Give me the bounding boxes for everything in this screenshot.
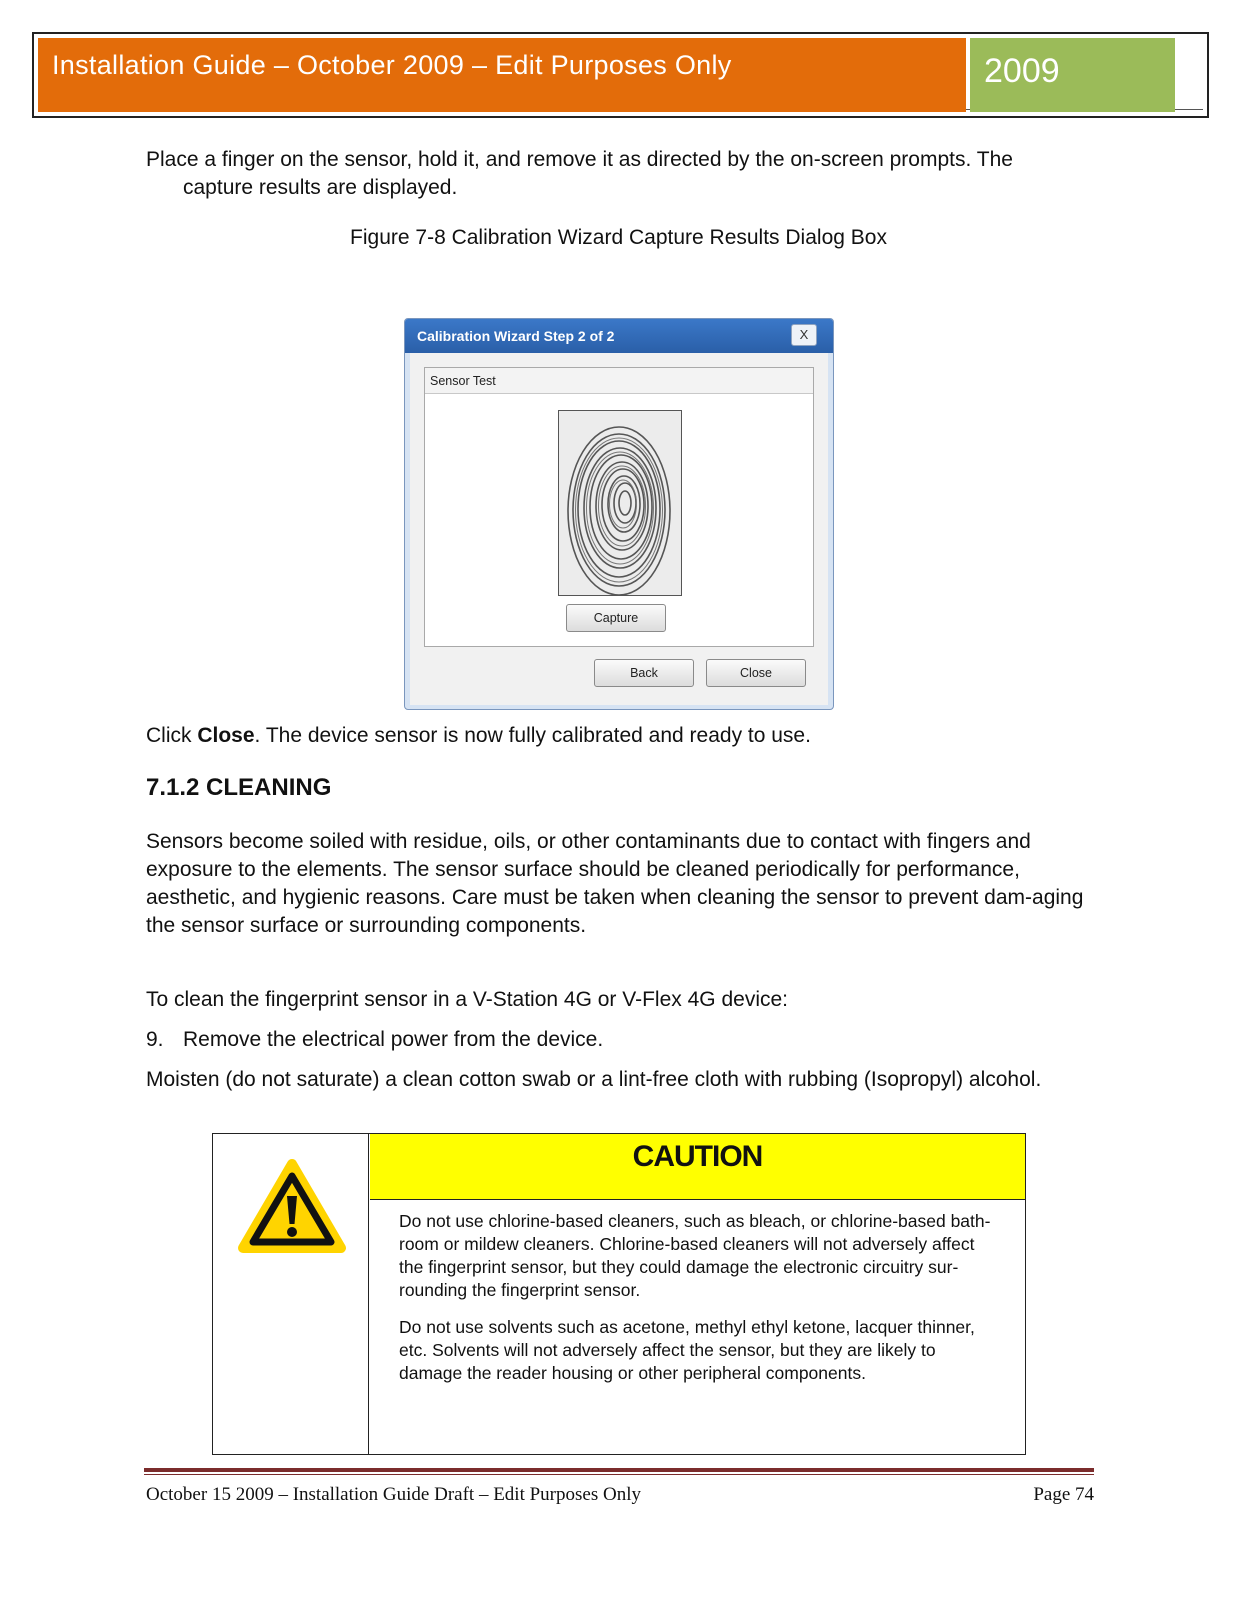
click-prefix: Click xyxy=(146,724,198,747)
fingerprint-icon xyxy=(559,411,681,595)
capture-button[interactable]: Capture xyxy=(566,604,666,632)
sensor-test-group xyxy=(424,367,814,647)
footer-rule-thin xyxy=(144,1474,1094,1475)
header-banner xyxy=(32,32,1209,118)
click-close-text xyxy=(146,722,1046,750)
fingerprint-image xyxy=(558,410,682,596)
footer-left: October 15 2009 – Installation Guide Draft – Edit Purposes Only xyxy=(146,1484,641,1505)
dialog-close-icon[interactable]: X xyxy=(791,324,817,346)
warning-icon xyxy=(237,1158,347,1256)
header-title: Installation Guide – October 2009 – Edit Purposes Only xyxy=(38,38,966,112)
click-close-bold: Close xyxy=(197,724,255,747)
figure-caption: Figure 7-8 Calibration Wizard Capture Results Dialog Box xyxy=(350,226,887,249)
close-button[interactable]: Close xyxy=(706,659,806,687)
section-heading: 7.1.2 CLEANING xyxy=(146,774,332,801)
caution-table xyxy=(212,1133,1026,1455)
step-9 xyxy=(146,1026,1096,1054)
caution-paragraph-1: Do not use chlorine-based cleaners, such as bleach, or chlorine-based bath-room or mildew cleaners. Chlorine-based cleaners will not adversely affect the fingerprint sensor, but they could damage the electronic circuitry sur-rounding the fingerprint sensor. xyxy=(399,1211,991,1300)
header-year: 2009 xyxy=(970,38,1175,112)
step-9-number: 9. xyxy=(146,1028,164,1051)
clean-intro-text: To clean the fingerprint sensor in a V-Station 4G or V-Flex 4G device: xyxy=(146,988,788,1011)
back-button[interactable]: Back xyxy=(594,659,694,687)
caution-icon-cell xyxy=(213,1134,369,1454)
caution-heading: CAUTION xyxy=(370,1134,1025,1200)
sensors-paragraph: Sensors become soiled with residue, oils, or other contaminants due to contact with fingers and exposure to the elements. The sensor surface should be cleaned periodically for performance, aesthetic, and hygienic reasons. Care must be taken when cleaning the sensor to prevent dam-aging the sensor surface or surrounding components. xyxy=(146,830,1084,937)
caution-paragraph-2: Do not use solvents such as acetone, methyl ethyl ketone, lacquer thinner, etc. Solvents will not adversely affect the sensor, but they are likely to damage the reader housing or other peripheral components. xyxy=(399,1317,975,1383)
calibration-dialog xyxy=(404,318,834,710)
click-suffix: . The device sensor is now fully calibrated and ready to use. xyxy=(254,724,811,747)
dialog-title: Calibration Wizard Step 2 of 2 xyxy=(405,319,833,353)
step-capture-text: Place a finger on the sensor, hold it, and remove it as directed by the on-screen prompts. The capture results are displayed. xyxy=(146,148,1013,199)
sensor-test-label: Sensor Test xyxy=(425,368,813,394)
footer-rule xyxy=(144,1468,1094,1472)
footer-page-number: Page 74 xyxy=(1033,1484,1094,1505)
step-9-text: Remove the electrical power from the device. xyxy=(183,1028,604,1051)
step-moisten-text: Moisten (do not saturate) a clean cotton swab or a lint-free cloth with rubbing (Isopropyl) alcohol. xyxy=(146,1068,1042,1091)
header-banner-inner xyxy=(38,38,1203,110)
dialog-body xyxy=(410,353,828,705)
